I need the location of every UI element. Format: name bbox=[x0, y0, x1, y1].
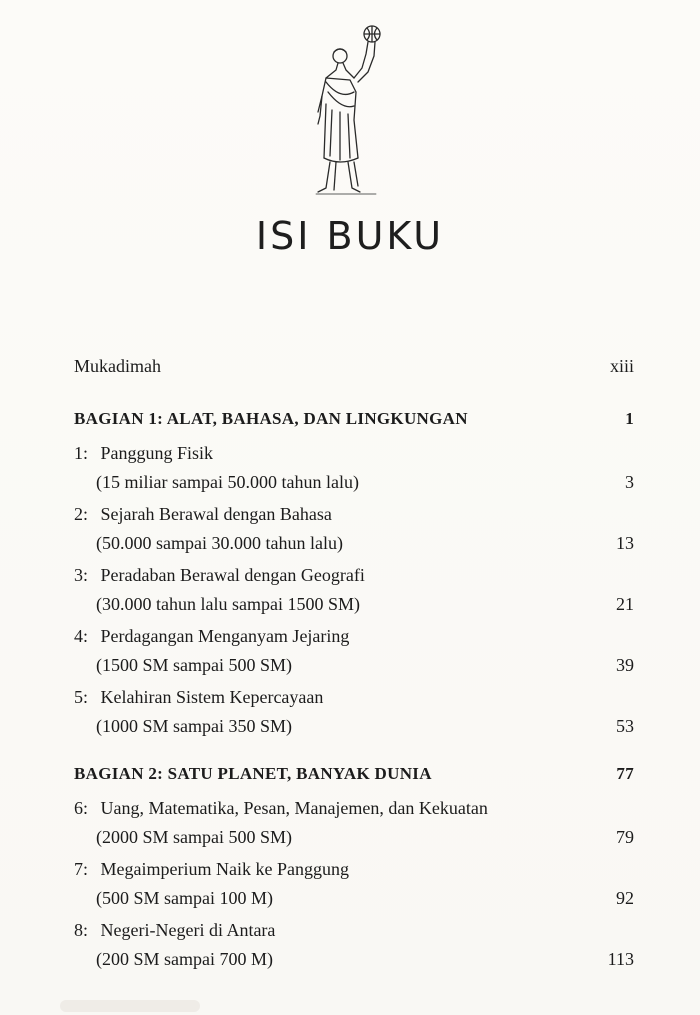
page-smudge bbox=[60, 1000, 200, 1012]
toc-page-number: 53 bbox=[616, 716, 634, 736]
toc-chapter-6[interactable] bbox=[74, 794, 634, 852]
toc-chapter-1[interactable] bbox=[74, 439, 634, 497]
toc-chapter-4[interactable] bbox=[74, 622, 634, 680]
chapter-period: (1000 SM sampai 350 SM) bbox=[96, 716, 293, 736]
toc-part-1-heading[interactable] bbox=[74, 404, 634, 433]
toc-page-number: 21 bbox=[616, 594, 634, 614]
toc-entry-title: Mukadimah bbox=[74, 356, 161, 376]
part-title: BAGIAN 2: SATU PLANET, BANYAK DUNIA bbox=[74, 764, 432, 783]
toc-entry-mukadimah[interactable] bbox=[74, 352, 634, 381]
atlas-figure-icon bbox=[296, 20, 396, 198]
toc-chapter-5[interactable] bbox=[74, 683, 634, 741]
chapter-period: (50.000 sampai 30.000 tahun lalu) bbox=[96, 533, 343, 553]
chapter-period: (500 SM sampai 100 M) bbox=[96, 888, 273, 908]
table-of-contents bbox=[74, 352, 634, 977]
page-title: ISI BUKU bbox=[255, 214, 445, 258]
toc-chapter-2[interactable] bbox=[74, 500, 634, 558]
part-title: BAGIAN 1: ALAT, BAHASA, DAN LINGKUNGAN bbox=[74, 409, 468, 428]
toc-chapter-7[interactable] bbox=[74, 855, 634, 913]
toc-page-number: 77 bbox=[616, 764, 634, 783]
chapter-number: 1: bbox=[74, 443, 89, 463]
toc-page-number: 1 bbox=[625, 409, 634, 428]
chapter-title: Uang, Matematika, Pesan, Manajemen, dan Kekuatan bbox=[100, 798, 488, 818]
chapter-period: (2000 SM sampai 500 SM) bbox=[96, 827, 293, 847]
chapter-period: (30.000 tahun lalu sampai 1500 SM) bbox=[96, 594, 360, 614]
toc-page-number: 113 bbox=[607, 949, 634, 969]
chapter-title: Peradaban Berawal dengan Geografi bbox=[100, 565, 365, 585]
chapter-number: 5: bbox=[74, 687, 89, 707]
toc-chapter-3[interactable] bbox=[74, 561, 634, 619]
chapter-number: 7: bbox=[74, 859, 89, 879]
chapter-title: Kelahiran Sistem Kepercayaan bbox=[100, 687, 324, 707]
chapter-title: Megaimperium Naik ke Panggung bbox=[100, 859, 349, 879]
chapter-title: Negeri-Negeri di Antara bbox=[100, 920, 276, 940]
toc-page-number: 13 bbox=[616, 533, 634, 553]
toc-page-number: 39 bbox=[616, 655, 634, 675]
toc-chapter-8[interactable] bbox=[74, 916, 634, 974]
chapter-number: 8: bbox=[74, 920, 89, 940]
toc-part-2-heading[interactable] bbox=[74, 759, 634, 788]
chapter-period: (200 SM sampai 700 M) bbox=[96, 949, 273, 969]
chapter-number: 2: bbox=[74, 504, 89, 524]
toc-page-number: xiii bbox=[609, 356, 634, 376]
chapter-period: (1500 SM sampai 500 SM) bbox=[96, 655, 293, 675]
chapter-title: Sejarah Berawal dengan Bahasa bbox=[100, 504, 332, 524]
chapter-number: 3: bbox=[74, 565, 89, 585]
chapter-title: Panggung Fisik bbox=[100, 443, 214, 463]
chapter-number: 6: bbox=[74, 798, 89, 818]
toc-page-number: 3 bbox=[625, 472, 634, 492]
toc-page-number: 79 bbox=[616, 827, 634, 847]
toc-page-number: 92 bbox=[616, 888, 634, 908]
chapter-number: 4: bbox=[74, 626, 89, 646]
chapter-title: Perdagangan Menganyam Jejaring bbox=[100, 626, 350, 646]
chapter-period: (15 miliar sampai 50.000 tahun lalu) bbox=[96, 472, 359, 492]
